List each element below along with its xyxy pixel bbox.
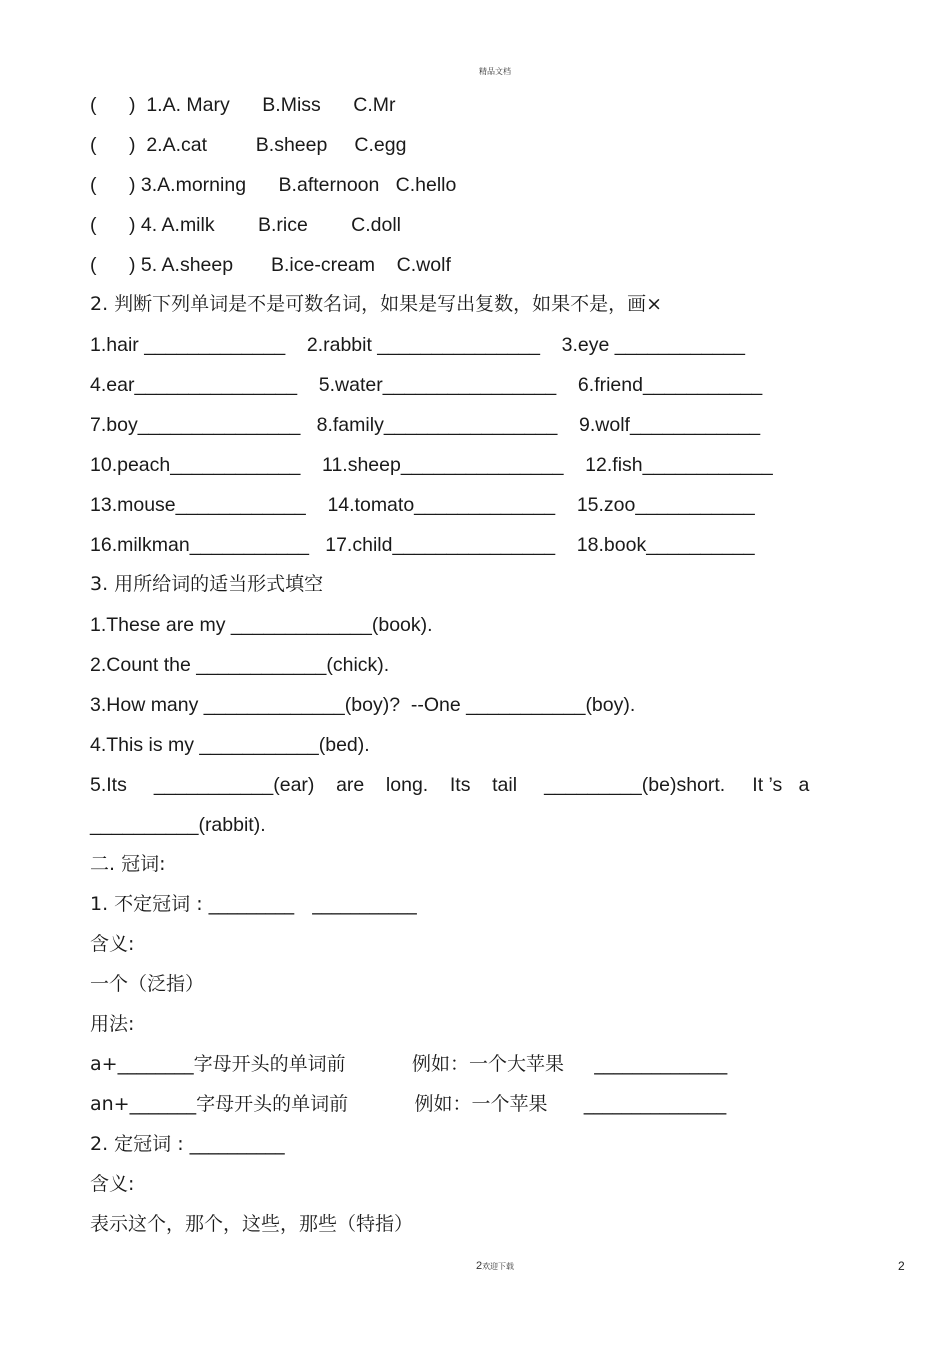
footer-text: 欢迎下载 <box>482 1262 515 1271</box>
choice-question-4: ( ) 4. A.milk B.rice C.doll <box>90 214 401 236</box>
articles-heading: 二. 冠词: <box>90 853 166 875</box>
fill-blank-1: 1.These are my _____________(book). <box>90 614 433 636</box>
footer-number: 2 <box>475 1260 483 1272</box>
section-2-title: 2. 判断下列单词是不是可数名词，如果是写出复数，如果不是，画× <box>90 293 663 315</box>
choice-question-5: ( ) 5. A.sheep B.ice-cream C.wolf <box>90 254 451 276</box>
section-3-title: 3. 用所给词的适当形式填空 <box>90 573 324 595</box>
page-footer <box>0 1260 950 1272</box>
fill-blank-5: 5.Its ___________(ear) are long. Its tail _________(be)short. It ’s a <box>90 774 810 796</box>
meaning-text-2: 表示这个，那个，这些，那些（特指） <box>90 1213 414 1235</box>
plural-row-6: 16.milkman___________ 17.child_______________ 18.book__________ <box>90 534 755 556</box>
plural-row-5: 13.mouse____________ 14.tomato_____________ 15.zoo___________ <box>90 494 755 516</box>
meaning-label-1: 含义: <box>90 933 135 955</box>
fill-blank-2: 2.Count the ____________(chick). <box>90 654 390 676</box>
plural-row-3: 7.boy_______________ 8.family________________ 9.wolf____________ <box>90 414 761 436</box>
usage-a: a+________字母开头的单词前 例如：一个大苹果 ______________ <box>90 1053 728 1075</box>
page-number: 2 <box>898 1259 905 1273</box>
meaning-text-1: 一个（泛指） <box>90 973 205 995</box>
plural-row-4: 10.peach____________ 11.sheep_______________ 12.fish____________ <box>90 454 773 476</box>
usage-label: 用法: <box>90 1013 135 1035</box>
fill-blank-4: 4.This is my ___________(bed). <box>90 734 370 756</box>
meaning-label-2: 含义: <box>90 1173 135 1195</box>
page-header: 精品文档 <box>479 67 511 76</box>
plural-row-1: 1.hair _____________ 2.rabbit _______________ 3.eye ____________ <box>90 334 745 356</box>
indefinite-article: 1. 不定冠词 : _________ ___________ <box>90 893 417 915</box>
fill-blank-3: 3.How many _____________(boy)? --One ___________(boy). <box>90 694 636 716</box>
plural-row-2: 4.ear_______________ 5.water________________ 6.friend___________ <box>90 374 763 396</box>
choice-question-2: ( ) 2.A.cat B.sheep C.egg <box>90 134 407 156</box>
choice-question-1: ( ) 1.A. Mary B.Miss C.Mr <box>90 94 396 116</box>
usage-an: an+_______字母开头的单词前 例如：一个苹果 _______________ <box>90 1093 727 1115</box>
choice-question-3: ( ) 3.A.morning B.afternoon C.hello <box>90 174 457 196</box>
fill-blank-5-cont: __________(rabbit). <box>90 814 266 836</box>
definite-article: 2. 定冠词 : __________ <box>90 1133 285 1155</box>
